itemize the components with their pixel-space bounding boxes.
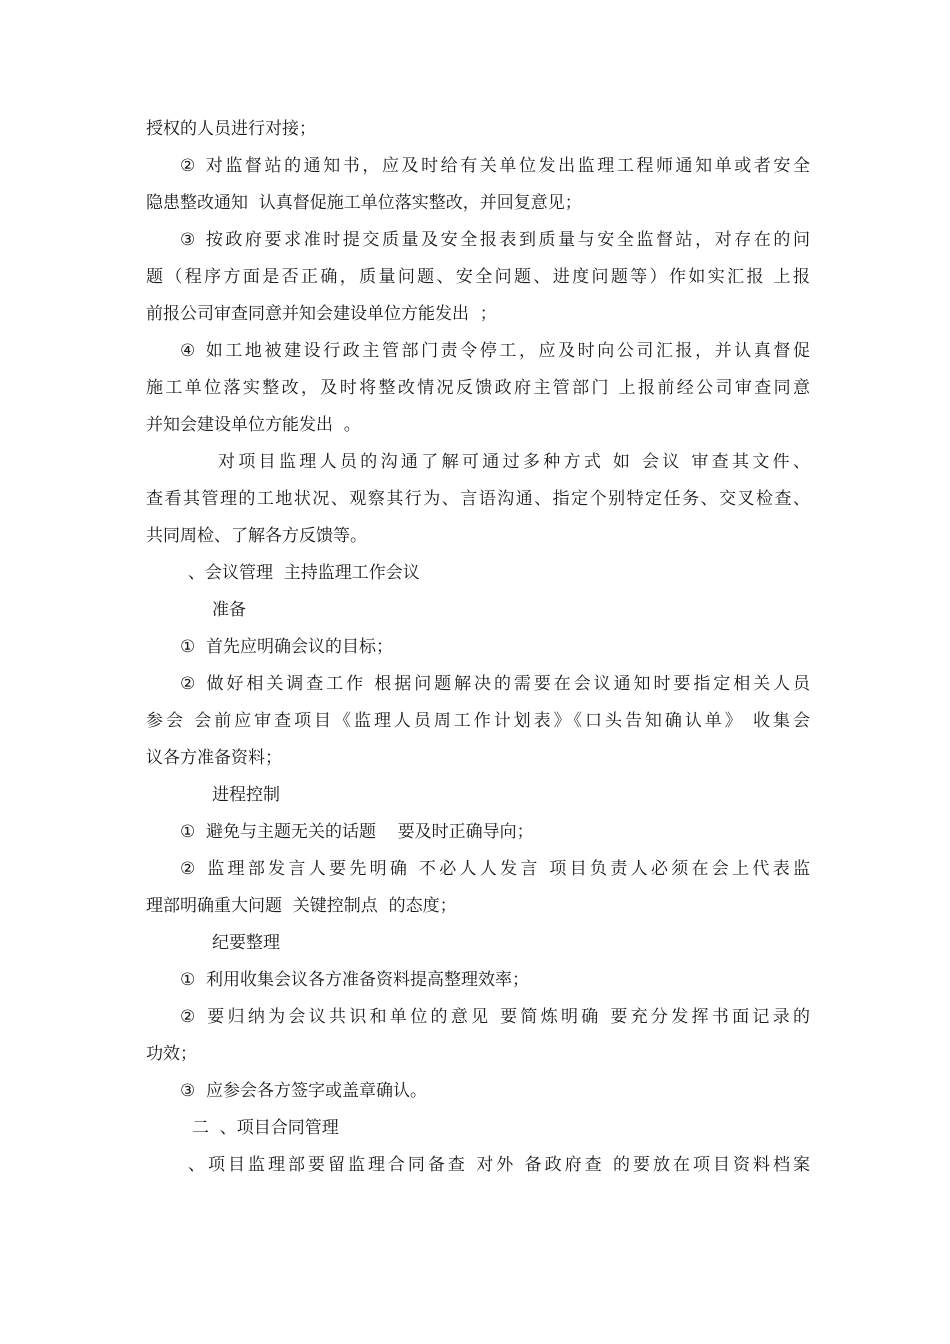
text-line: 题（程序方面是否正确，质量问题、安全问题、进度问题等）作如实汇报 上报 xyxy=(146,267,810,287)
text-line: ① 首先应明确会议的目标； xyxy=(180,637,394,657)
text-line: 功效； xyxy=(146,1044,197,1064)
text-line: 议各方准备资料； xyxy=(146,748,282,768)
text-line: ① 利用收集会议各方准备资料提高整理效率； xyxy=(180,970,530,990)
text-line: ① 避免与主题无关的话题 要及时正确导向； xyxy=(180,822,534,842)
text-line: ② 做好相关调查工作 根据问题解决的需要在会议通知时要指定相关人员 xyxy=(180,674,810,694)
text-line: 参会 会前应审查项目《监理人员周工作计划表》《口头告知确认单》 收集会 xyxy=(146,711,810,731)
text-line: 共同周检、了解各方反馈等。 xyxy=(146,526,367,546)
text-line: ③ 按政府要求准时提交质量及安全报表到质量与安全监督站，对存在的问 xyxy=(180,230,810,250)
text-line: ② 监理部发言人要先明确 不必人人发言 项目负责人必须在会上代表监 xyxy=(180,859,810,879)
text-line: 进程控制 xyxy=(212,785,280,805)
text-line: 前报公司审查同意并知会建设单位方能发出 ； xyxy=(146,304,497,324)
text-line: 二 、项目合同管理 xyxy=(192,1118,339,1138)
text-line: ② 要归纳为会议共识和单位的意见 要简炼明确 要充分发挥书面记录的 xyxy=(180,1007,810,1027)
text-line: 纪要整理 xyxy=(212,933,280,953)
text-line: 、项目监理部要留监理合同备查 对外 备政府查 的要放在项目资料档案 xyxy=(188,1155,810,1175)
text-line: 理部明确重大问题 关键控制点 的态度； xyxy=(146,896,457,916)
text-line: 授权的人员进行对接； xyxy=(146,119,316,139)
text-line: 查看其管理的工地状况、观察其行为、言语沟通、指定个别特定任务、交叉检查、 xyxy=(146,489,810,509)
text-line: 对项目监理人员的沟通了解可通过多种方式 如 会议 审查其文件、 xyxy=(218,452,810,472)
text-line: ④ 如工地被建设行政主管部门责令停工，应及时向公司汇报，并认真督促 xyxy=(180,341,810,361)
text-line: 准备 xyxy=(212,600,246,620)
text-line: 施工单位落实整改，及时将整改情况反馈政府主管部门 上报前经公司审查同意 xyxy=(146,378,810,398)
text-line: ③ 应参会各方签字或盖章确认。 xyxy=(180,1081,428,1101)
text-line: 并知会建设单位方能发出 。 xyxy=(146,415,361,435)
text-line: 隐患整改通知 认真督促施工单位落实整改，并回复意见； xyxy=(146,193,582,213)
text-line: ② 对监督站的通知书，应及时给有关单位发出监理工程师通知单或者安全 xyxy=(180,156,810,176)
text-line: 、会议管理 主持监理工作会议 xyxy=(188,563,420,583)
